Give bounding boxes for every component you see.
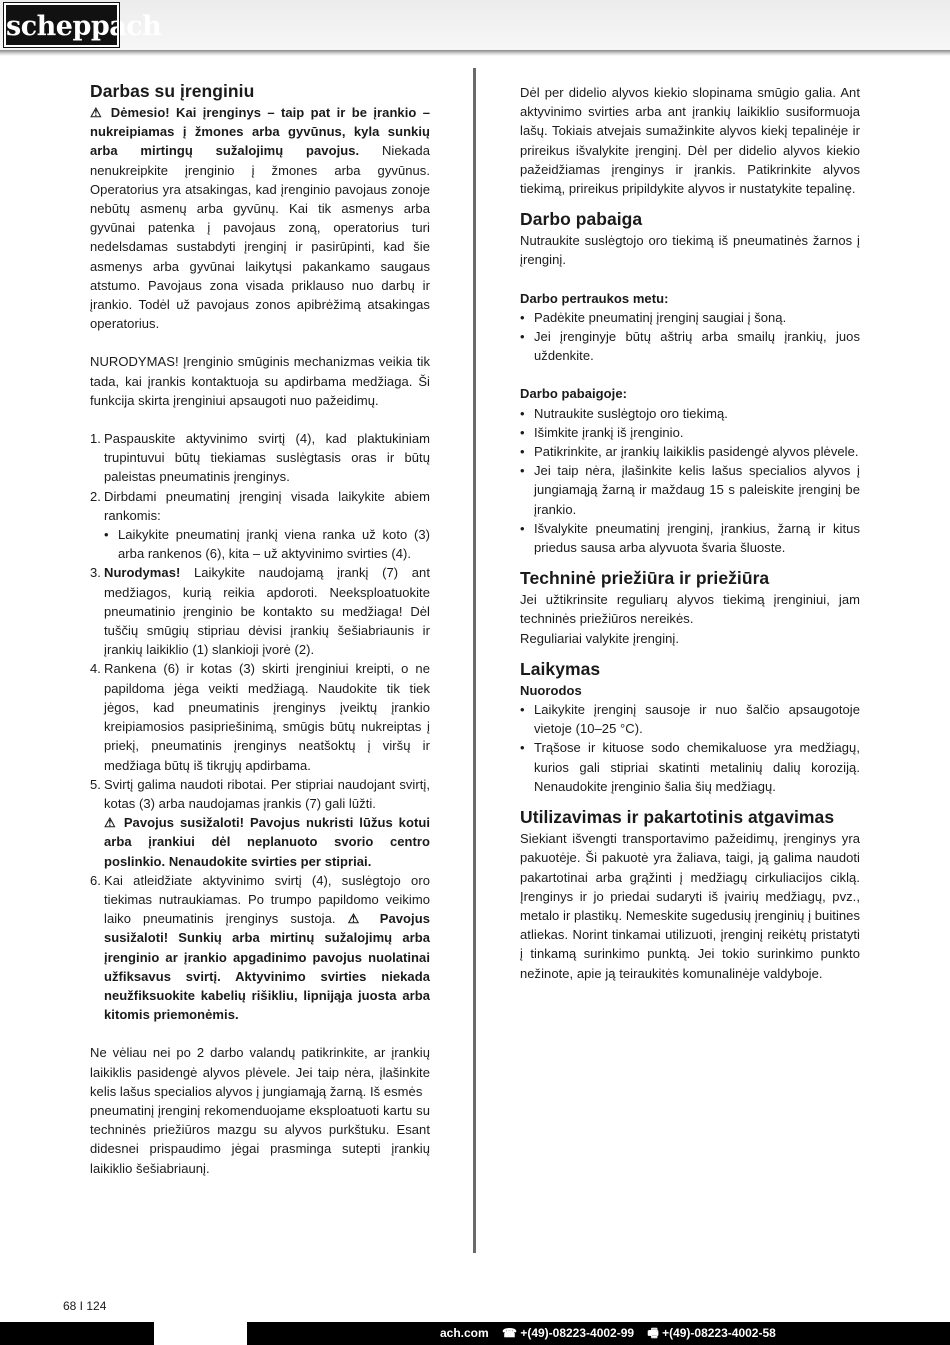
step-item <box>90 487 430 564</box>
section-title-storage: Laikymas <box>520 658 601 679</box>
step-text: Paspauskite aktyvinimo svirtį (4), kad plaktukiniam trupintuvui būtų tiekiamas suslėgtasis oras ir būtų paleistas pneumatinis įrenginys. <box>104 431 430 485</box>
step-text: Kai atleidžiate aktyvinimo svirtį (4), suslėgtojo oro tiekimas nutraukiamas. Po trumpo papildomo veikimo laiko pneumatinis įrenginys sustoja. <box>104 872 430 927</box>
list-item: • Jei taip nėra, įlašinkite kelis lašus specialios alyvos į jungiamąją žarną ir maždaug 15 s paleiskite įrenginį be įrankio. <box>520 461 860 519</box>
list-item: • Laikykite įrenginį sausoje ir nuo šalčio apsaugotoje vietoje (10–25 °C). <box>520 700 860 738</box>
step-number: 4. <box>90 661 101 677</box>
step-text: Rankena (6) ir kotas (3) skirti įrenginiui kreipti, o ne papildoma jėga veikti medžiagą. Naudokite tik tiek jėgos, kad pneumatinis įrenginys įveiktų įrankio kreipiamosios pasipriešinimą, smūgis būtų nukreiptas į priekį, pneumatinis įrenginys neatšoktų į viršų ir medžiaga būtų iš tikrųjų apdirbama. <box>104 661 430 773</box>
finish-list <box>520 404 860 558</box>
footer-website[interactable]: ach.com <box>440 1326 489 1340</box>
page-number: 68 I 124 <box>63 1299 107 1313</box>
list-item: • Nutraukite suslėgtojo oro tiekimą. <box>520 404 860 423</box>
subheading-notes: Nuorodos <box>520 682 582 698</box>
step-number: 1. <box>90 431 101 447</box>
safety-warning <box>90 103 430 333</box>
column-divider <box>473 68 476 1253</box>
right-column <box>520 83 860 983</box>
section-title-maintenance: Techninė priežiūra ir priežiūra <box>520 568 770 589</box>
footer-phone: ☎ +(49)-08223-4002-99 <box>502 1326 635 1340</box>
step-item <box>90 871 430 1025</box>
note-paragraph: NURODYMAS! Įrenginio smūginis mechanizmas veikia tik tada, kai įrankis kontaktuoja su apdirbama medžiaga. Ši funkcija skirta įrenginiui apsaugoti nuo pažeidimų. <box>90 354 430 408</box>
list-item: • Patikrinkite, ar įrankių laikiklis pasidengė alyvos plėvele. <box>520 442 860 461</box>
step-sub-item: • Laikykite pneumatinį įrankį viena ranka už koto (3) arba rankenos (6), kita – už aktyvinimo svirties (4). <box>104 525 430 563</box>
operation-steps <box>90 429 430 1024</box>
list-item: • Išimkite įrankį iš įrenginio. <box>520 423 860 442</box>
oil-quantity-paragraph: Dėl per didelio alyvos kiekio slopinama smūgio galia. Ant aktyvinimo svirties arba ant įrankių laikiklio susiformuoja lašų. Tokiais atvejais sumažinkite alyvos kiekį tepalinėje ir prireikus išvalykite įrenginį. Dėl per didelio alyvos kiekio pažeidžiamas įrenginys ir įrankis. Patikrinkite alyvos tiekimą, prireikus pripildykite alyvos ir nustatykite tepalinę. <box>520 85 860 197</box>
step-warning: ⚠ Pavojus susižaloti! Pavojus nukristi lūžus kotui arba įrankiui dėl neplanuoto svorio centro poslinkio. Nenaudokite svirties per stipriai. <box>104 815 430 869</box>
step-item <box>90 429 430 487</box>
step-number: 6. <box>90 872 101 888</box>
step-item <box>90 563 430 659</box>
step-item <box>90 659 430 774</box>
step-text: Svirtį galima naudoti ribotai. Per stipriai naudojant svirtį, kotas (3) arba naudojamas įrankis (7) gali lūžti. <box>104 776 430 811</box>
left-column <box>90 80 430 1178</box>
step-item <box>90 775 430 871</box>
section-title-end: Darbo pabaiga <box>520 209 643 230</box>
list-item: • Padėkite pneumatinį įrenginį saugiai į šoną. <box>520 308 860 327</box>
maintenance-unit-paragraph: pneumatinį įrenginį rekomenduojame eksploatuoti kartu su techninės priežiūros mazgu su alyvos purkštuku. Esant didesnei prispaudimo jėgai prasminga sutepti įrankių laikiklio šešiabriaunį. <box>90 1102 430 1176</box>
section-title-operation: Darbas su įrenginiu <box>90 81 255 101</box>
footer-fax: 🖷 +(49)-08223-4002-58 <box>647 1326 776 1340</box>
lubrication-paragraph: Ne vėliau nei po 2 darbo valandų patikrinkite, ar įrankių laikiklis pasidengė alyvos plėvele. Jei taip nėra, įlašinkite kelis lašus specialios alyvos į jungiamąją žarną. Iš esmės <box>90 1045 430 1099</box>
list-item: • Jei įrenginyje būtų aštrių arba smailų įrankių, juos uždenkite. <box>520 327 860 365</box>
list-item: • Išvalykite pneumatinį įrenginį, įrankius, žarną ir kitus priedus sausa arba alyvuota švaria šluoste. <box>520 519 860 557</box>
step-number: 2. <box>90 488 101 504</box>
footer-contact <box>440 1322 786 1345</box>
subheading-break: Darbo pertraukos metu: <box>520 290 669 306</box>
brand-logo: scheppach <box>4 3 119 47</box>
warning-icon: ⚠ <box>90 105 105 120</box>
subheading-finish: Darbo pabaigoje: <box>520 386 627 402</box>
section-title-disposal: Utilizavimas ir pakartotinis atgavimas <box>520 807 835 828</box>
break-list <box>520 308 860 366</box>
footer-white-block <box>154 1322 247 1345</box>
maintenance-text: Jei užtikrinsite reguliarų alyvos tiekimą įrenginiui, jam techninės priežiūros nereikės. <box>520 592 860 627</box>
step-text: Laikykite naudojamą įrankį (7) ant medžiagos, kurią reikia apdoroti. Neeksploatuokite pneumatinio įrenginio be kontakto su medžiaga! Dėl tuščių smūgių stipriau dėvisi įrankių šešiabriaunis ir įrankių laikiklio (1) slankioji įvorė (2). <box>104 565 430 658</box>
storage-list <box>520 700 860 796</box>
step-warning: ⚠ Pavojus susižaloti! Sunkių arba mirtinų sužalojimų arba įrenginio ar įrankio apgadinimo pavojus nuolatinai užfiksavus svirtį. Aktyvinimo svirties niekada neužfiksuokite kabelių rišikliu, lipnijąja juosta arba kitomis priemonėmis. <box>104 911 430 1023</box>
step-number: 5. <box>90 776 101 792</box>
list-item: • Trąšose ir kituose sodo chemikaluose yra medžiagų, kurios gali stipriai skatinti metalinių dalių koroziją. Nenaudokite įrenginio šalia šių medžiagų. <box>520 738 860 796</box>
step-number: 3. <box>90 565 101 581</box>
step-bold-label: Nurodymas! <box>104 565 181 581</box>
warning-bold-text: Dėmesio! Kai įrenginys – taip pat ir be įrankio – nukreipiamas į žmones arba gyvūnus, kyla sunkių arba mirtingų sužalojimų pavojus. <box>90 105 430 159</box>
disposal-text: Siekiant išvengti transportavimo pažeidimų, įrenginys yra pakuotėje. Ši pakuotė yra žaliava, taigi, ją galima naudoti pakartotinai arba grąžinti į medžiagų cirkuliacijos ciklą. Įrenginys ir jo priedai sudaryti iš įvairių medžiagų, pvz., metalo ir plastikų. Nemeskite sugedusių įrenginių į buitines atliekas. Norint tinkamai utilizuoti, įrenginį reikėtų pristatyti į tinkamą surinkimo punktą. Jei tokio surinkimo punkto nežinote, apie ją teiraukitės komunalinėje valdyboje. <box>520 831 860 981</box>
header-shadow <box>0 50 950 56</box>
warning-text: Niekada nenukreipkite įrenginio į žmones arba gyvūnus. Operatorius yra atsakingas, kad įrenginio pavojaus zonoje nebūtų asmenų arba gyvūnų. Kai tik asmenys arba gyvūnai patenka į pavojaus zoną, operatorius turi nedelsdamas sustabdyti įrenginį ir pasirūpinti, kad šie asmenys arba gyvūnai laikytųsi pakankamo saugaus atstumo. Pavojaus zona visada priklauso nuo darbų ir įrankio. Todėl už pavojaus zonos apibrėžimą atsakingas operatorius. <box>90 143 430 332</box>
end-text: Nutraukite suslėgtojo oro tiekimą iš pneumatinės žarnos į įrenginį. <box>520 233 860 268</box>
maintenance-text-2: Reguliariai valykite įrenginį. <box>520 630 680 646</box>
step-text: Dirbdami pneumatinį įrenginį visada laikykite abiem rankomis: <box>104 488 430 523</box>
step-sub-list <box>104 525 430 563</box>
